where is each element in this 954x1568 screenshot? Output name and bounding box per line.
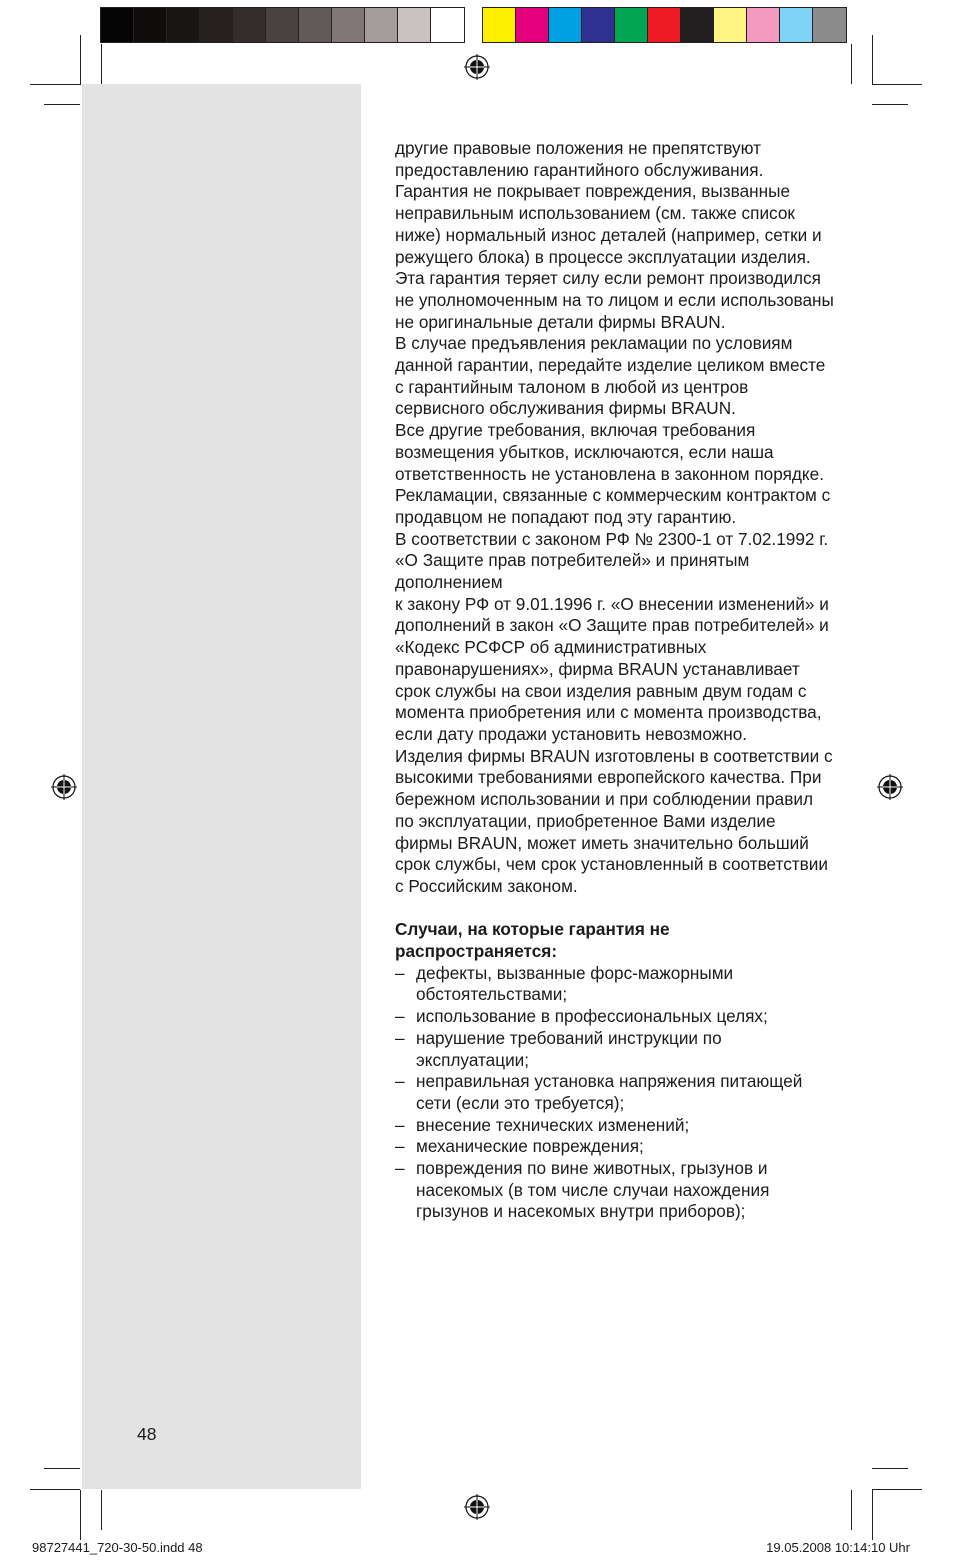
registration-mark-icon (51, 774, 77, 800)
color-swatch (200, 8, 233, 42)
color-swatch (332, 8, 365, 42)
process-color-bar (482, 7, 847, 43)
color-swatch (549, 8, 582, 42)
color-swatch (365, 8, 398, 42)
paragraph: Изделия фирмы BRAUN изготовлены в соответствии с высокими требованиями европейского качества. При бережном использовании и при соблюдении правил по эксплуатации, приобретенное Вами изделие фирмы BRAUN, может иметь значительно больший срок службы, чем срок установленный в соответствии с Российским законом. (395, 745, 833, 896)
color-swatch (747, 8, 780, 42)
margin-panel (82, 84, 361, 1489)
paragraph: Рекламации, связанные с коммерческим контрактом с продавцом не попадают под эту гарантию. (395, 485, 831, 527)
list-item: – механические повреждения; (395, 1136, 644, 1157)
slug-timestamp: 19.05.2008 10:14:10 Uhr (766, 1540, 910, 1555)
color-swatch (714, 8, 747, 42)
paragraph: другие правовые положения не препятствуют предоставлению гарантийного обслуживания. Гарантия не покрывает повреждения, вызванные неправильным использованием (см. также список ниже) нормальный износ деталей (например, сетки и режущего блока) в процессе эксплуатации изделия. (395, 138, 822, 267)
bullet-dash: – (395, 1027, 405, 1048)
paragraph: Эта гарантия теряет силу если ремонт производился не уполномоченным на то лицом и если использованы не оригинальные детали фирмы BRAUN. (395, 268, 834, 332)
registration-mark-icon (877, 774, 903, 800)
bullet-dash: – (395, 1158, 405, 1179)
registration-mark-icon (464, 54, 490, 80)
exclusions-heading: Случаи, на которые гарантия не распространяется: (395, 919, 670, 961)
color-swatch (681, 8, 714, 42)
list-item: – повреждения по вине животных, грызунов и насекомых (в том числе случаи нахождения грызунов и насекомых внутри приборов); (395, 1158, 770, 1222)
color-swatch (299, 8, 332, 42)
color-swatch (780, 8, 813, 42)
paragraph: Все другие требования, включая требования возмещения убытков, исключаются, если наша ответственность не установлена в законном порядке. (395, 420, 824, 484)
list-item: – использование в профессиональных целях; (395, 1006, 768, 1027)
bullet-dash: – (395, 1006, 405, 1027)
color-swatch (266, 8, 299, 42)
list-item: – нарушение требований инструкции по эксплуатации; (395, 1027, 722, 1070)
color-swatch (101, 8, 134, 42)
bullet-dash: – (395, 962, 405, 983)
slug-filename: 98727441_720-30-50.indd 48 (32, 1540, 203, 1555)
color-swatch (431, 8, 464, 42)
warranty-text-column (395, 138, 835, 1223)
list-item: – неправильная установка напряжения питающей сети (если это требуется); (395, 1071, 803, 1113)
paragraph: В случае предъявления рекламации по условиям данной гарантии, передайте изделие целиком вместе с гарантийным талоном в любой из центров сервисного обслуживания фирмы BRAUN. (395, 333, 826, 419)
bullet-dash: – (395, 1071, 405, 1092)
color-swatch (233, 8, 266, 42)
color-swatch (582, 8, 615, 42)
color-swatch (483, 8, 516, 42)
list-item: – дефекты, вызванные форс-мажорными обстоятельствами; (395, 962, 734, 1005)
paragraph: к закону РФ от 9.01.1996 г. «О внесении изменений» и дополнений в закон «О Защите прав потребителей» и «Кодекс РСФСР об административных правонарушениях», фирма BRAUN устанавливает срок службы на свои изделия равным двум годам с момента приобретения или с момента производства, если дату продажи установить невозможно. (395, 593, 829, 744)
registration-mark-icon (464, 1494, 490, 1520)
color-swatch (813, 8, 846, 42)
exclusions-list (395, 963, 835, 1223)
list-item: – внесение технических изменений; (395, 1114, 690, 1135)
color-swatch (615, 8, 648, 42)
grayscale-color-bar (100, 7, 465, 43)
bullet-dash: – (395, 1114, 405, 1135)
color-swatch (134, 8, 167, 42)
color-swatch (516, 8, 549, 42)
color-swatch (167, 8, 200, 42)
bullet-dash: – (395, 1136, 405, 1157)
color-swatch (648, 8, 681, 42)
page-number: 48 (137, 1424, 157, 1444)
paragraph: В соответствии с законом РФ № 2300-1 от 7.02.1992 г. «О Защите прав потребителей» и принятым дополнением (395, 528, 829, 593)
color-swatch (398, 8, 431, 42)
